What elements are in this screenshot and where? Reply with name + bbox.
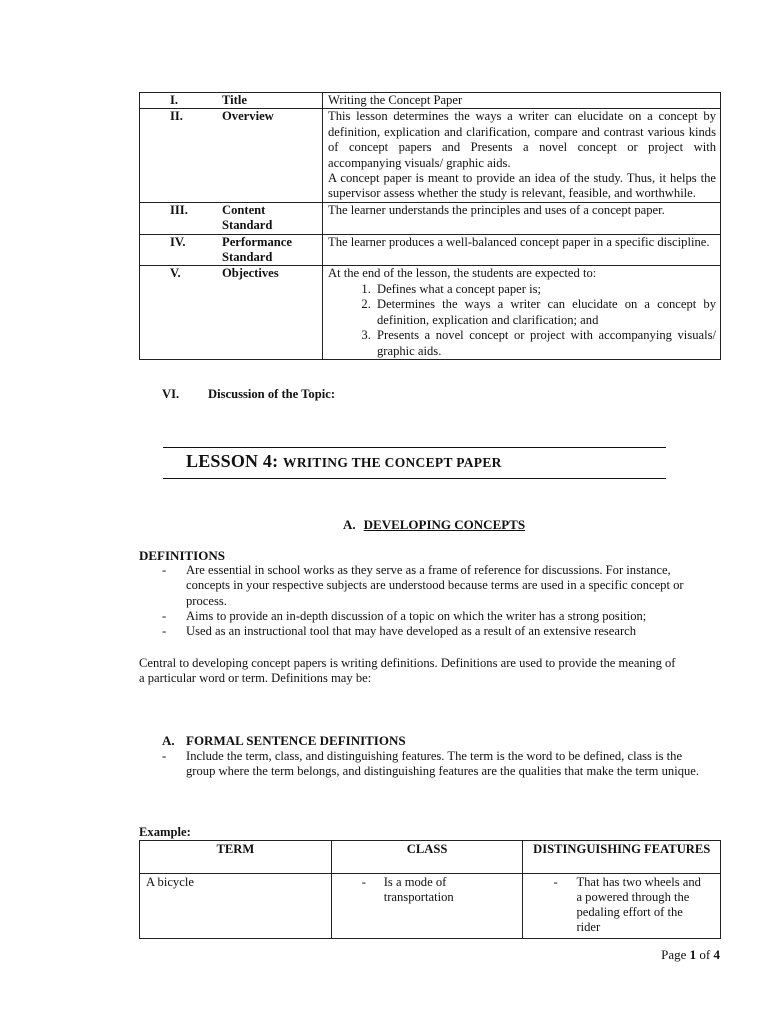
class-text [338, 875, 514, 905]
subheading-letter: A. [343, 517, 356, 532]
heading-text: FORMAL SENTENCE DEFINITIONS [186, 733, 406, 748]
lesson-name: WRITING THE CONCEPT PAPER [283, 455, 502, 470]
table-row [140, 202, 721, 234]
row-number: IV. [140, 234, 223, 266]
row-number: II. [140, 109, 223, 202]
objectives-intro: At the end of the lesson, the students are expected to: [328, 266, 597, 281]
row-label: Objectives [222, 266, 323, 359]
row-number: V. [140, 266, 223, 359]
row-number: III. [140, 202, 223, 234]
definitions-list [162, 563, 692, 639]
lesson-prefix: LESSON 4: [186, 451, 279, 471]
row-value: Writing the Concept Paper [323, 93, 721, 109]
table-row [140, 93, 721, 109]
term-cell: A bicycle [140, 874, 332, 939]
class-cell [331, 874, 523, 939]
list-item: 3. Presents a novel concept or project with accompanying visuals/ graphic aids. [374, 328, 716, 359]
row-value [323, 109, 721, 202]
row-label: Overview [222, 109, 323, 202]
column-header: CLASS [331, 841, 523, 874]
page-current: 1 [689, 947, 697, 962]
row-number: I. [140, 93, 223, 109]
section-heading [162, 387, 335, 402]
example-label: Example: [139, 825, 191, 839]
definitions-heading: DEFINITIONS [139, 548, 225, 563]
section-label: Discussion of the Topic: [208, 387, 336, 401]
list-item: - Include the term, class, and distinguishing features. The term is the word to be defined, class is the group where the term belongs, and distinguishing features are the qualities that make the term unique. [162, 749, 707, 780]
row-label: Performance Standard [222, 234, 323, 266]
row-value [323, 266, 721, 359]
row-label: Title [222, 93, 323, 109]
features-text [529, 875, 701, 935]
heading-letter: A. [162, 733, 175, 748]
list-item: - Aims to provide an in-depth discussion of a topic on which the writer has a strong position; [162, 609, 692, 624]
row-value: The learner understands the principles and uses of a concept paper. [323, 202, 721, 234]
list-item: 1. Defines what a concept paper is; [374, 282, 716, 297]
column-header: TERM [140, 841, 332, 874]
cell-text: - Is a mode of transportation [383, 875, 454, 904]
table-row [140, 266, 721, 359]
overview-paragraph: A concept paper is meant to provide an idea of the study. Thus, it helps the supervisor assess whether the study is relevant, feasible, and worthwhile. [328, 171, 716, 201]
features-cell [523, 874, 721, 939]
central-paragraph: Central to developing concept papers is writing definitions. Definitions are used to provide the meaning of a particular word or term. Definitions may be: [139, 656, 676, 686]
subheading-text: DEVELOPING CONCEPTS [363, 517, 526, 532]
list-item: - Are essential in school works as they serve as a frame of reference for discussions. For instance, concepts in your respective subjects are understood because terms are used in a specific concept or process. [162, 563, 692, 609]
formal-definitions-list [162, 749, 707, 780]
page-prefix: Page [661, 947, 690, 962]
divider [163, 447, 666, 448]
lesson-title [186, 451, 502, 472]
table-row [140, 109, 721, 202]
page-total: 4 [713, 947, 720, 962]
row-value: The learner produces a well-balanced concept paper in a specific discipline. [323, 234, 721, 266]
divider [163, 478, 666, 479]
list-item: - Used as an instructional tool that may have developed as a result of an extensive research [162, 624, 692, 639]
column-header: DISTINGUISHING FEATURES [523, 841, 721, 874]
list-item: 2. Determines the ways a writer can elucidate on a concept by definition, explication and clarification; and [374, 297, 716, 328]
page-sep: of [696, 947, 714, 962]
overview-table [139, 92, 721, 360]
example-table [139, 840, 721, 939]
formal-definitions-heading [162, 733, 406, 749]
row-label: Content Standard [222, 202, 323, 234]
table-row [140, 874, 721, 939]
table-header-row [140, 841, 721, 874]
section-number: VI. [162, 387, 180, 401]
cell-text: - That has two wheels and a powered through the pedaling effort of the rider [576, 875, 701, 934]
subheading [343, 517, 525, 533]
objectives-list [328, 282, 716, 359]
table-row [140, 234, 721, 266]
overview-paragraph: This lesson determines the ways a writer can elucidate on a concept by definition, explication and clarification, compare and contrast various kinds of concept papers and Presents a novel concept or project with accompanying visuals/ graphic aids. [328, 109, 716, 170]
page-indicator [661, 947, 720, 963]
